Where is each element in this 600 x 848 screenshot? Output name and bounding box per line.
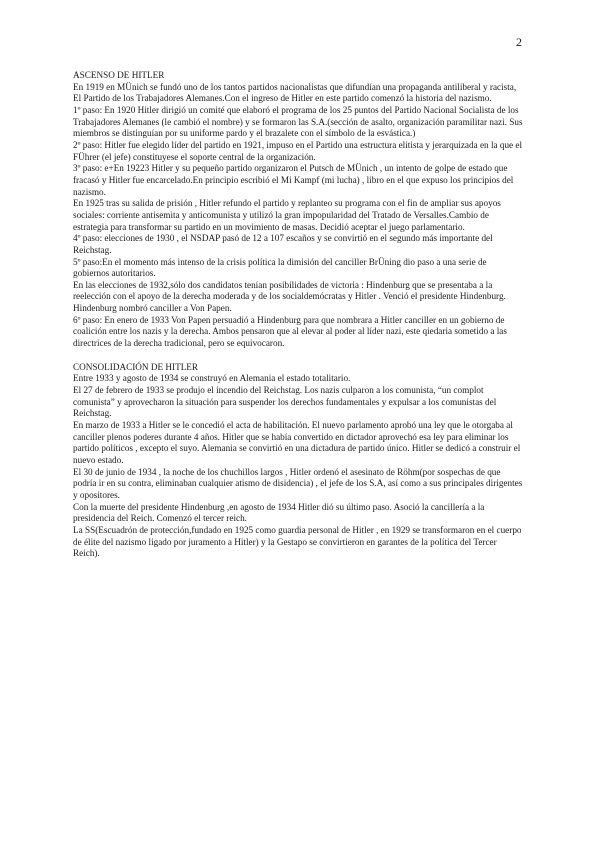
paragraph: 2º paso: Hitler fue elegido líder del partido en 1921, impuso en el Partido una estructura elitista y jerarquizada en la que el FÜhrer (el jefe) constituyese el soporte central de la organización. xyxy=(73,139,523,162)
paragraph: Hindenburg nombró canciller a Von Papen. xyxy=(73,303,232,314)
paragraph: En 1919 en MÜnich se fundó uno de los tantos partidos nacionalistas que difundían una propaganda antiliberal y racista, El Partido de los Trabajadores Alemanes.Con el ingreso de Hitler en este partido comenzó la historia del nazismo. xyxy=(73,81,517,104)
section-ascenso xyxy=(73,70,525,350)
paragraph: En marzo de 1933 a Hitler se le concedió el acta de habilitación. El nuevo parlamento aprobó una ley que le otorgaba al canciller plenos poderes durante 4 años. Hitler que se había convertido en dictador aprovechó esa ley para eliminar los partido políticos , excepto el suyo. Alemania se convirtió en una dictadura de partido único. Hitler se dedicó a construir el nuevo estado. xyxy=(73,420,521,465)
paragraph: En las elecciones de 1932,sólo dos candidatos tenían posibilidades de victoria : Hindenburg que se presentaba a la reelección con el apoyo de la derecha moderada y de los socialdemócratas y Hitler . Venció el presidente Hindenburg. xyxy=(73,279,506,302)
document-body xyxy=(73,70,525,560)
paragraph: La SS(Escuadrón de protección,fundado en 1925 como guardia personal de Hitler , en 1929 se transformaron en el cuerpo de élite del nazismo ligado por juramento a Hitler) y la Gestapo se convirtieron en garantes de la política del Tercer Reich). xyxy=(73,524,522,559)
paragraph: 1º paso: En 1920 Hitler dirigió un comité que elaboró el programa de los 25 puntos del Partido Nacional Socialista de los Trabajadores Alemanes (le cambió el nombre) y se formaron las S.A.(sección de asalto, organización paramilitar nazi. Sus miembros se distinguían por su uniforme pardo y el brazalete con el símbolo de la esvástica.) xyxy=(73,104,523,139)
paragraph: Con la muerte del presidente Hindenburg ,en agosto de 1934 Hitler dió su último paso. Asoció la cancillería a la presidencia del Reich. Comenzó el tercer reich. xyxy=(73,501,485,524)
section-spacer xyxy=(73,350,525,362)
paragraph: El 30 de junio de 1934 , la noche de los chuchillos largos , Hitler ordenó el asesinato de Röhm(por sospechas de que podría ir en su contra, eliminaban cualquier atismo de disidencia) , el jefe de los S.A, así como a sus principales dirigentes y opositores. xyxy=(73,466,523,500)
section-consolidacion xyxy=(73,362,525,560)
section-heading: ASCENSO DE HITLER xyxy=(73,70,165,80)
paragraph: 4º paso: elecciones de 1930 , el NSDAP pasó de 12 a 107 escaños y se convirtió en el segundo más importante del Reichstag. xyxy=(73,233,493,255)
paragraph: 3º paso: e+En 19223 Hitler y su pequeño partido organizaron el Putsch de MÜnich , un intento de golpe de estado que fracasó y Hitler fue encarcelado.En principio escribió el Mi Kampf (mi lucha) , libro en el que expuso los principios del nazismo. xyxy=(73,163,514,197)
paragraph: En 1925 tras su salida de prisión , Hitler refundo el partido y replanteo su programa con el fin de ampliar sus apoyos sociales: corriente antisemita y anticomunista y utilizó la gran impopularidad del Tratado de Versalles.Cambio de estrategia para transformar su partido en un movimiento de masas. Decidió aceptar el juego parlamentario. xyxy=(73,198,501,232)
section-heading: CONSOLIDACIÓN DE HITLER xyxy=(73,361,199,372)
paragraph: 6º paso: En enero de 1933 Von Papen persuadió a Hindenburg para que nombrara a Hitler canciller en un gobierno de coalición entre los nazis y la derecha. Ambos pensaron que al elevar al poder al líder nazi, este qiedaria sometido a las directrices de la derecha tradicional, pero se equivocaron. xyxy=(73,314,507,349)
paragraph: Entre 1933 y agosto de 1934 se construyó en Alemania el estado totalitario. xyxy=(73,373,351,384)
page-number: 2 xyxy=(516,35,522,49)
paragraph: El 27 de febrero de 1933 se produjo el incendio del Reichstag. Los nazis culparon a los comunista, “un complot comunista” y aprovecharon la situación para suspender los derechos fundamentales y expulsar a los comunistas del Reichstag. xyxy=(73,385,497,419)
paragraph: 5º paso:En el momento más intenso de la crisis política la dimisión del canciller BrÜning dio paso a una serie de gobiernos autoritarios. xyxy=(73,256,487,279)
